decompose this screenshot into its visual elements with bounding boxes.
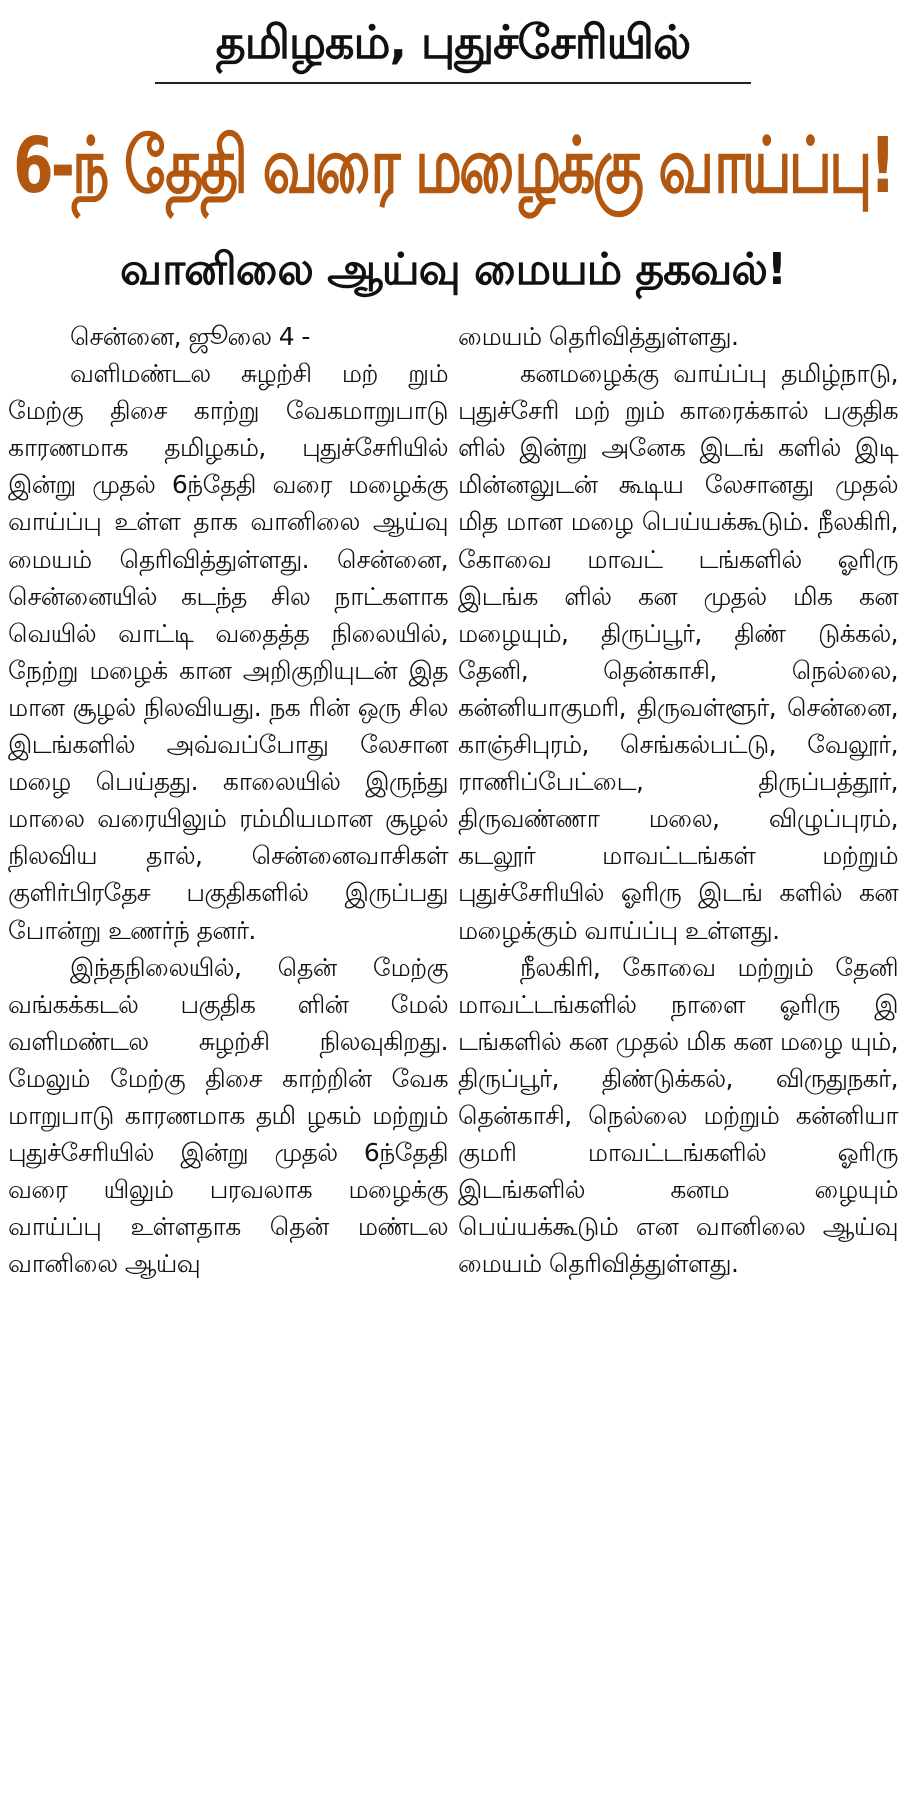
- article-paragraph: இந்தநிலையில், தென் மேற்கு வங்கக்கடல் பகுதிக ளின் மேல் வளிமண்டல சுழற்சி நிலவுகிறது. மேலும் மேற்கு திசை காற்றின் வேக மாறுபாடு காரணமாக தமி ழகம் மற்றும் புதுச்சேரியில் இன்று முதல் 6ந்தேதி வரை யிலும் பரவலாக மழைக்கு வாய்ப்பு உள்ளதாக தென் மண்டல வானிலை ஆய்வு: [8, 952, 448, 1279]
- article-column-right: [458, 318, 898, 1282]
- article-column-left: [8, 318, 448, 1282]
- sub-headline: வானிலை ஆய்வு மையம் தகவல்!: [119, 244, 786, 295]
- kicker-underline: [155, 82, 751, 84]
- article-paragraph: நீலகிரி, கோவை மற்றும் தேனி மாவட்டங்களில் நாளை ஓரிரு இ டங்களில் கன முதல் மிக கன மழை யும், திருப்பூர், திண்டுக்கல், விருதுநகர், தென்காசி, நெல்லை மற்றும் கன்னியா குமரி மாவட்டங்களில் ஓரிரு இடங்களில் கனம ழையும் பெய்யக்கூடும் என வானிலை ஆய்வு மையம் தெரிவித்துள்ளது.: [458, 952, 898, 1279]
- article-paragraph: வளிமண்டல சுழற்சி மற் றும் மேற்கு திசை காற்று வேகமாறுபாடு காரணமாக தமிழகம், புதுச்சேரியில் இன்று முதல் 6ந்தேதி வரை மழைக்கு வாய்ப்பு உள்ள தாக வானிலை ஆய்வு மையம் தெரிவித்துள்ளது. சென்னை, சென்னையில் கடந்த சில நாட்களாக வெயில் வாட்டி வதைத்த நிலையில், நேற்று மழைக் கான அறிகுறியுடன் இத மான சூழல் நிலவியது. நக ரின் ஒரு சில இடங்களில் அவ்வப்போது லேசான மழை பெய்தது. காலையில் இருந்து மாலை வரையிலும் ரம்மியமான சூழல் நிலவிய தால், சென்னைவாசிகள் குளிர்பிரதேச பகுதிகளில் இருப்பது போன்று உணர்ந் தனர்.: [8, 359, 448, 945]
- kicker-heading: தமிழகம், புதுச்சேரியில்: [215, 15, 691, 69]
- article-paragraph: மையம் தெரிவித்துள்ளது.: [458, 322, 739, 351]
- main-headline: 6-ந் தேதி வரை மழைக்கு வாய்ப்பு!: [13, 121, 894, 212]
- dateline: சென்னை, ஜூலை 4 -: [70, 322, 310, 351]
- article-paragraph: கனமழைக்கு வாய்ப்பு தமிழ்நாடு, புதுச்சேரி மற் றும் காரைக்கால் பகுதிக ளில் இன்று அனேக இடங் களில் இடி மின்னலுடன் கூடிய லேசானது முதல் மித மான மழை பெய்யக்கூடும். நீலகிரி, கோவை மாவட் டங்களில் ஓரிரு இடங்க ளில் கன முதல் மிக கன மழையும், திருப்பூர், திண் டுக்கல், தேனி, தென்காசி, நெல்லை, கன்னியாகுமரி, திருவள்ளூர், சென்னை, காஞ்சிபுரம், செங்கல்பட்டு, வேலூர், ராணிப்பேட்டை, திருப்பத்தூர், திருவண்ணா மலை, விழுப்புரம், கடலூர் மாவட்டங்கள் மற்றும் புதுச்சேரியில் ஓரிரு இடங் களில் கன மழைக்கும் வாய்ப்பு உள்ளது.: [458, 359, 898, 945]
